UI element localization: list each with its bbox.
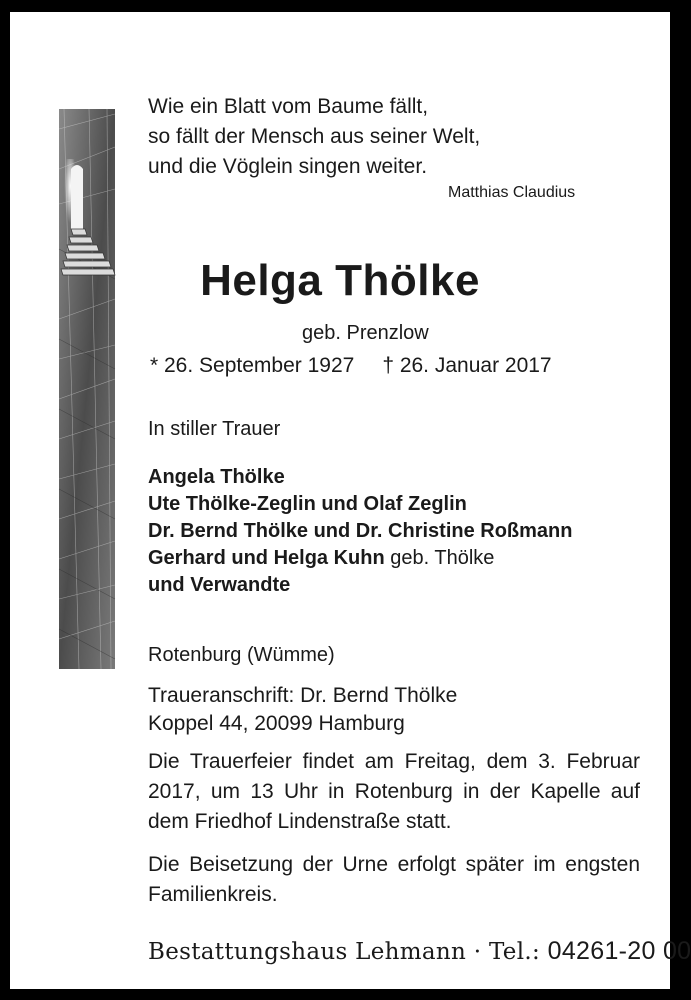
address-line: Koppel 44, 20099 Hamburg — [148, 712, 405, 735]
phone-number: 04261-20 00 — [547, 937, 691, 965]
birth-date: * 26. September 1927 — [150, 354, 355, 377]
death-date: † 26. Januar 2017 — [382, 354, 552, 377]
burial-paragraph: Die Beisetzung der Urne erfolgt später im engsten Familienkreis. — [148, 853, 640, 906]
city: Rotenburg (Wümme) — [148, 644, 335, 666]
obituary-card — [10, 12, 691, 989]
staircase-to-light-icon — [59, 109, 115, 669]
mourning-intro: In stiller Trauer — [148, 418, 281, 440]
ceremony-paragraph: Die Trauerfeier findet am Freitag, dem 3. Februar 2017, um 13 Uhr in Rotenburg in der Kapelle auf dem Friedhof Lindenstraße statt. — [148, 750, 640, 833]
funeral-home-footer — [148, 937, 691, 966]
family-member: Dr. Bernd Thölke und Dr. Christine Roßmann — [148, 520, 573, 542]
family-member-maiden: geb. Thölke — [384, 547, 495, 569]
family-member: Angela Thölke — [148, 466, 285, 488]
quote-line: so fällt der Mensch aus seiner Welt, — [148, 125, 481, 148]
mourning-address — [148, 682, 457, 738]
quote-line: Wie ein Blatt vom Baume fällt, — [148, 95, 429, 118]
family-list — [148, 464, 572, 599]
family-member: Ute Thölke-Zeglin und Olaf Zeglin — [148, 493, 467, 515]
funeral-home-name: Bestattungshaus Lehmann · Tel.: — [148, 939, 548, 965]
family-member: und Verwandte — [148, 574, 291, 596]
family-member — [148, 545, 572, 572]
quote-author: Matthias Claudius — [448, 184, 576, 201]
deceased-name: Helga Thölke — [200, 256, 480, 305]
life-dates — [150, 354, 552, 378]
address-line: Traueranschrift: Dr. Bernd Thölke — [148, 684, 458, 707]
quote — [148, 92, 480, 182]
maiden-name: geb. Prenzlow — [302, 322, 429, 344]
quote-line: und die Vöglein singen weiter. — [148, 155, 428, 178]
family-member-names: Gerhard und Helga Kuhn — [148, 547, 385, 569]
